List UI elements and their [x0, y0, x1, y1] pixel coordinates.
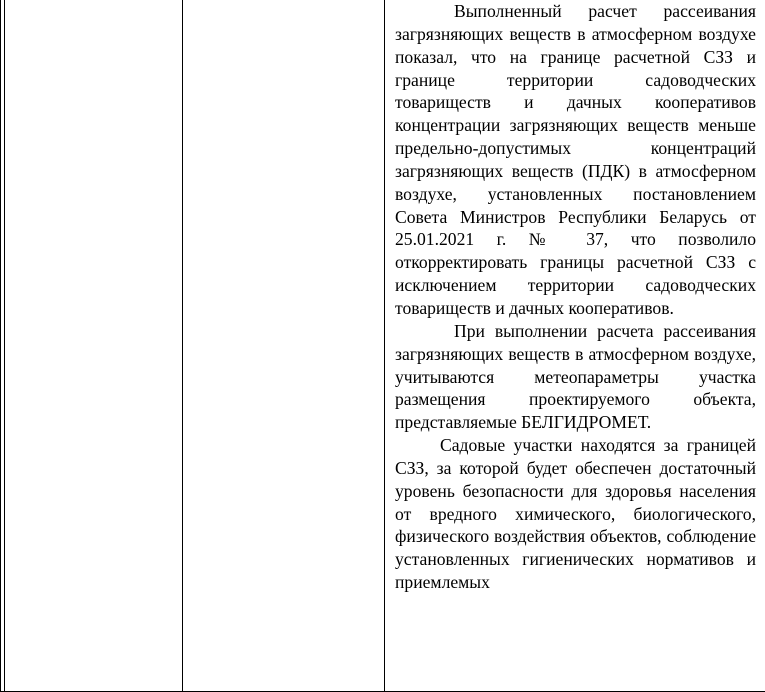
paragraph-dispersion-calculation: Выполненный расчет рассеивания загрязняющих веществ в атмосферном воздухе показал, что на границе расчетной СЗЗ и границе территории садоводческих товариществ и дачных кооперативов концентрации загрязняющих веществ меньше предельно-допустимых концентраций загрязняющих веществ (ПДК) в атмосферном воздухе, установленных постановлением Совета Министров Республики Беларусь от 25.01.2021 г. № 37, что позволило откорректировать границы расчетной СЗЗ с исключением территории садоводческих товариществ и дачных кооперативов.: [395, 1, 756, 318]
paragraph-meteo-parameters: При выполнении расчета рассеивания загрязняющих веществ в атмосферном воздухе, учитываются метеопараметры участка размещения проектируемого объекта, представляемые БЕЛГИДРОМЕТ.: [395, 320, 756, 433]
table-cell-column-3: [385, 0, 765, 692]
table-cell-column-1: [5, 0, 183, 692]
paragraph-garden-plots: Садовые участки находятся за границей СЗЗ, за которой будет обеспечен достаточный уровень безопасности для здоровья населения от вредного химического, биологического, физического воздействия объектов, соблюдение установленных гигиенических нормативов и приемлемых: [395, 435, 756, 593]
cell-text-block: [385, 0, 765, 594]
table-cell-column-2: [183, 0, 385, 692]
table-row: [1, 0, 765, 692]
